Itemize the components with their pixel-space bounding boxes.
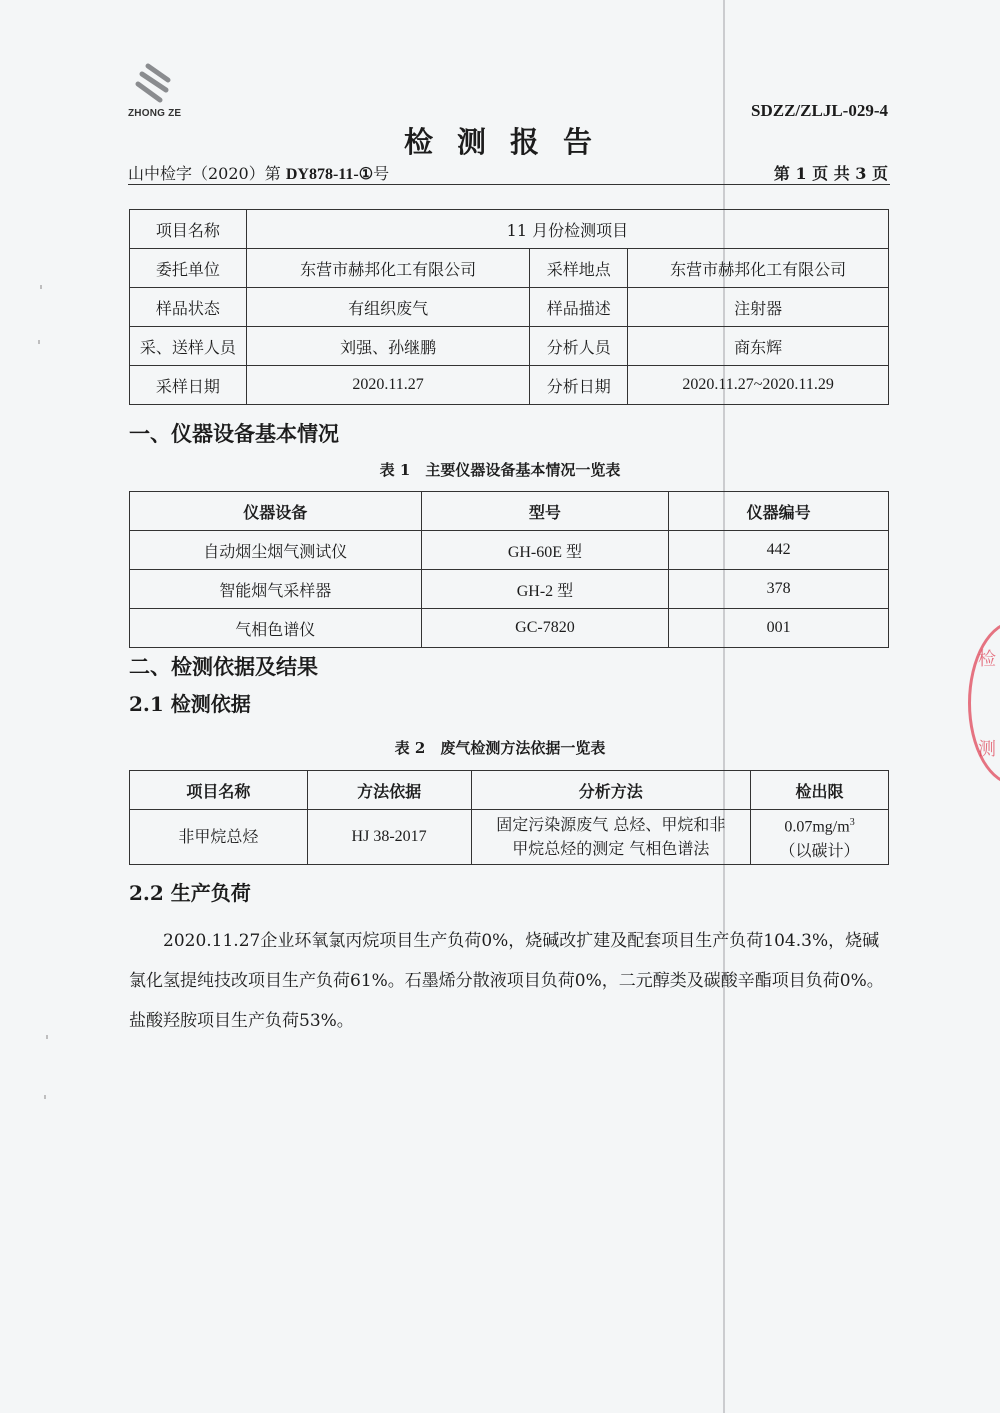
- equipment-id: 378: [669, 570, 889, 609]
- table-row: [130, 327, 889, 366]
- table-row: [130, 288, 889, 327]
- table-row: [130, 609, 889, 648]
- section2-1-heading: 2.1 检测依据: [129, 692, 251, 716]
- detection-limit: $0.07mg/m^3$ （以碳计）: [751, 810, 889, 865]
- column-header: 仪器编号: [669, 492, 889, 531]
- equipment-table: [129, 491, 889, 648]
- value-sampling-site: 东营市赫邦化工有限公司: [628, 249, 889, 288]
- scan-speck: [44, 1095, 46, 1099]
- report-reference-line: [128, 160, 890, 185]
- equipment-id: 442: [669, 531, 889, 570]
- label-client: 委托单位: [130, 249, 247, 288]
- value-sample-state: 有组织废气: [246, 288, 530, 327]
- scan-speck: [46, 1035, 48, 1039]
- report-number: 山中检字（2020）第 DY878-11-①号: [128, 164, 390, 183]
- equipment-name: 气相色谱仪: [130, 609, 422, 648]
- scan-speck: [40, 285, 42, 289]
- value-analysis-date: 2020.11.27~2020.11.29: [628, 366, 889, 405]
- column-header: 分析方法: [471, 771, 751, 810]
- section1-heading: 一、仪器设备基本情况: [129, 421, 339, 446]
- table-row: [130, 249, 889, 288]
- table-row: [130, 570, 889, 609]
- scan-speck: [38, 340, 40, 344]
- value-samplers: 刘强、孙继鹏: [246, 327, 530, 366]
- equipment-model: GH-2 型: [421, 570, 669, 609]
- label-analyst: 分析人员: [530, 327, 628, 366]
- label-project-name: 项目名称: [130, 210, 247, 249]
- label-sample-state: 样品状态: [130, 288, 247, 327]
- method-table: [129, 770, 889, 865]
- label-sampling-date: 采样日期: [130, 366, 247, 405]
- equipment-id: 001: [669, 609, 889, 648]
- value-analyst: 商东辉: [628, 327, 889, 366]
- stamp-char: 测: [978, 739, 996, 760]
- stamp-char: 检: [978, 649, 996, 670]
- equipment-name: 智能烟气采样器: [130, 570, 422, 609]
- label-samplers: 采、送样人员: [130, 327, 247, 366]
- section2-heading: 二、检测依据及结果: [129, 654, 318, 679]
- analysis-method: 固定污染源废气 总烃、甲烷和非 甲烷总烃的测定 气相色谱法: [471, 810, 751, 865]
- zhongze-logo-icon: [134, 62, 174, 106]
- column-header: 项目名称: [130, 771, 308, 810]
- column-header: 仪器设备: [130, 492, 422, 531]
- equipment-model: GC-7820: [421, 609, 669, 648]
- value-client: 东营市赫邦化工有限公司: [246, 249, 530, 288]
- document-code: SDZZ/ZLJL-029-4: [751, 101, 888, 120]
- table-row: [130, 531, 889, 570]
- company-logo: [128, 62, 192, 119]
- equipment-name: 自动烟尘烟气测试仪: [130, 531, 422, 570]
- table-row: [130, 210, 889, 249]
- table-row: [130, 366, 889, 405]
- value-project-name: 11 月份检测项目: [246, 210, 888, 249]
- page-title: 检测报告: [403, 125, 616, 159]
- production-load-paragraph: 2020.11.27企业环氧氯丙烷项目生产负荷0%，烧碱改扩建及配套项目生产负荷104.3%，烧碱氯化氢提纯技改项目生产负荷61%。石墨烯分散液项目负荷0%，二元醇类及碳酸辛酯项目负荷0%。盐酸羟胺项目生产负荷53%。: [129, 931, 884, 1031]
- table-header-row: [130, 492, 889, 531]
- column-header: 检出限: [751, 771, 889, 810]
- label-sample-desc: 样品描述: [530, 288, 628, 327]
- column-header: 型号: [421, 492, 669, 531]
- table2-caption: 表 2 废气检测方法依据一览表: [394, 739, 606, 757]
- table-row: [130, 810, 889, 865]
- value-sampling-date: 2020.11.27: [246, 366, 530, 405]
- column-header: 方法依据: [307, 771, 471, 810]
- label-analysis-date: 分析日期: [530, 366, 628, 405]
- label-sampling-site: 采样地点: [530, 249, 628, 288]
- table-header-row: [130, 771, 889, 810]
- project-info-table: [129, 209, 889, 405]
- item-name: 非甲烷总烃: [130, 810, 308, 865]
- table1-caption: 表 1 主要仪器设备基本情况一览表: [379, 461, 621, 479]
- value-sample-desc: 注射器: [628, 288, 889, 327]
- section2-2-heading: 2.2 生产负荷: [129, 881, 251, 905]
- equipment-model: GH-60E 型: [421, 531, 669, 570]
- logo-text: ZHONG ZE: [128, 108, 182, 119]
- method-basis: HJ 38-2017: [307, 810, 471, 865]
- page-info: 第 1 页 共 3 页: [773, 164, 888, 183]
